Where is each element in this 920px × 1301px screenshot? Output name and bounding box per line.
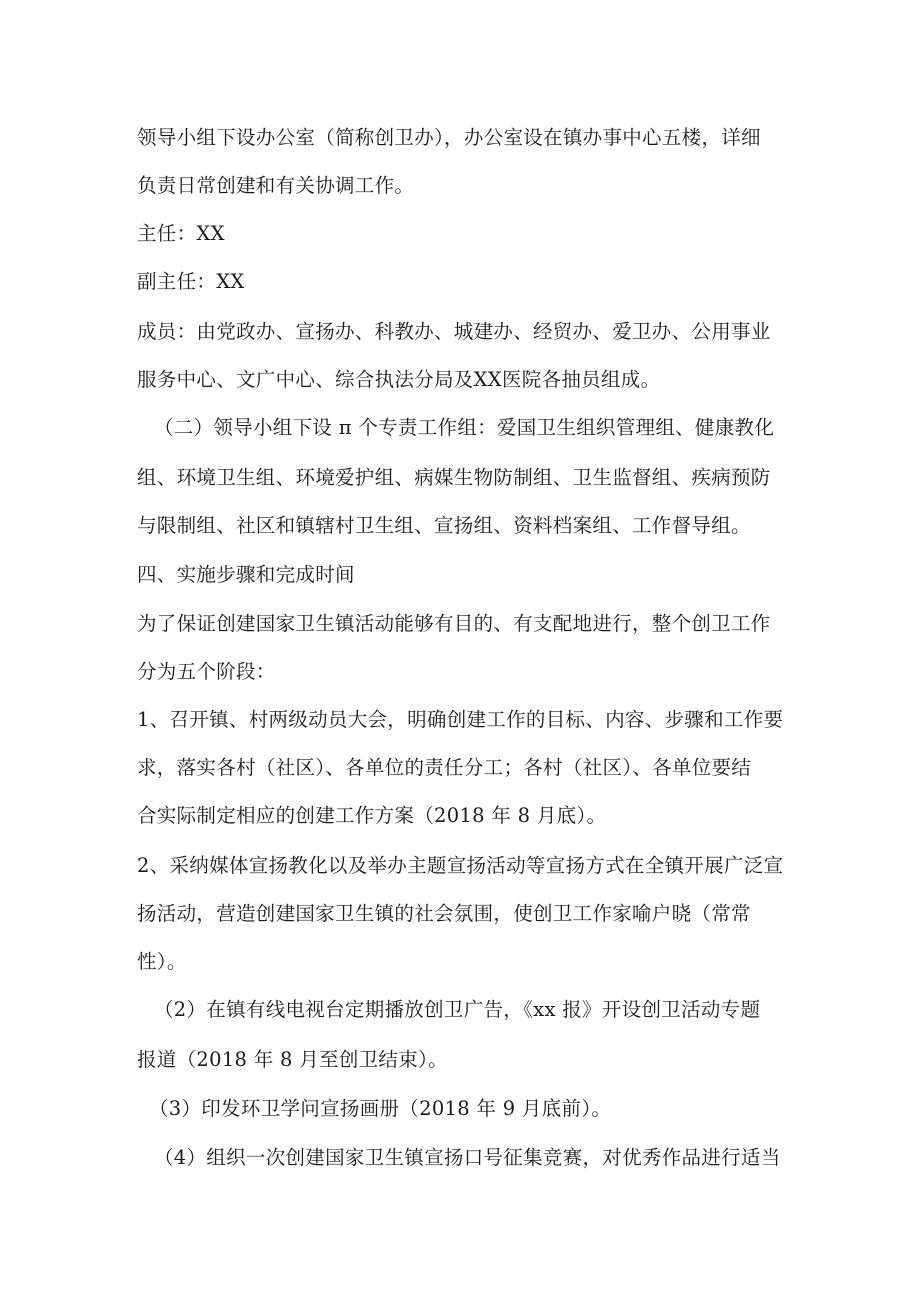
text-line: 为了保证创建国家卫生镇活动能够有目的、有支配地进行，整个创卫工作 (137, 612, 771, 635)
text-line: 服务中心、文广中心、综合执法分局及XX医院各抽员组成。 (137, 368, 661, 391)
text-line: 副主任：XX (137, 270, 245, 293)
text-line: 性）。 (137, 950, 187, 973)
text-line: （二）领导小组下设 π 个专责工作组：爱国卫生组织管理组、健康教化 (154, 416, 775, 439)
text-line: 成员：由党政办、宣扬办、科教办、城建办、经贸办、爱卫办、公用事业 (137, 320, 771, 343)
text-line: 扬活动，营造创建国家卫生镇的社会氛围，使创卫工作家喻户晓（常常 (137, 902, 751, 925)
text-line: 组、环境卫生组、环境爱护组、病媒生物防制组、卫生监督组、疾病预防 (137, 466, 771, 489)
text-line: 领导小组下设办公室（简称创卫办），办公室设在镇办事中心五楼，详细 (137, 126, 761, 149)
text-line: 负责日常创建和有关协调工作。 (137, 174, 415, 197)
text-line: （2）在镇有线电视台定期播放创卫广告，《xx 报》开设创卫活动专题 (154, 998, 761, 1021)
text-line: 报道（2018 年 8 月至创卫结束）。 (137, 1048, 448, 1071)
text-line: 求，落实各村（社区）、各单位的责任分工；各村（社区）、各单位要结 (137, 756, 752, 779)
text-line: 合实际制定相应的创建工作方案（2018 年 8 月底）。 (137, 804, 607, 827)
text-line: 与限制组、社区和镇辖村卫生组、宣扬组、资料档案组、工作督导组。 (137, 514, 751, 537)
section-heading: 四、实施步骤和完成时间 (137, 563, 355, 586)
text-line: 2、采纳媒体宣扬教化以及举办主题宣扬活动等宣扬方式在全镇开展广泛宣 (137, 854, 784, 877)
text-line: （3）印发环卫学问宣扬画册（2018 年 9 月底前）。 (149, 1097, 612, 1120)
text-line: 分为五个阶段： (137, 660, 276, 683)
text-line: 1、召开镇、村两级动员大会，明确创建工作的目标、内容、步骤和工作要 (137, 708, 784, 731)
text-line: 主任：XX (137, 222, 225, 245)
text-line: （4）组织一次创建国家卫生镇宣扬口号征集竞赛，对优秀作品进行适当 (154, 1146, 781, 1169)
